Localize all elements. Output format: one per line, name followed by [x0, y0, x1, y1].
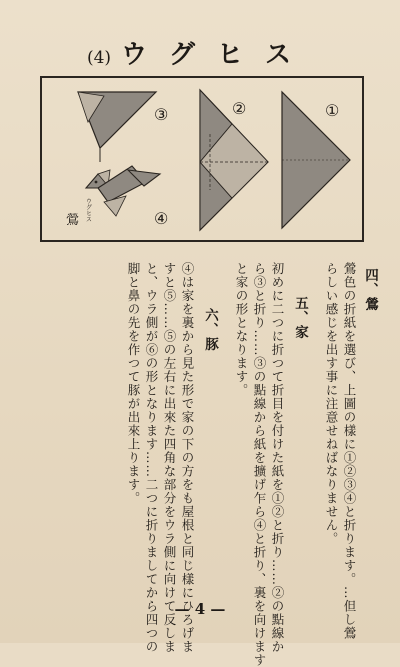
page-header: [0, 34, 400, 71]
section-heading-ie: 五、家: [292, 296, 308, 340]
page-title: ウグヒス: [121, 40, 314, 70]
section-buta-line-1: ④は家を裏から見た形で家の下の方をも屋根と同じ樣にひろげま: [180, 262, 195, 654]
section-ie-line-1: 初めに二つに折つて折目を付けた紙を①②と折り……②の點線か: [270, 262, 285, 654]
section-heading-uguisu: 四、鶯: [362, 268, 378, 312]
section-buta-line-4: 脚と鼻の先を作つて豚が出來上ります。: [126, 262, 141, 505]
folding-diagram-svg: [42, 78, 362, 240]
section-uguisu-line-2: らしい感じを出す事に注意せねばなりません。: [324, 262, 339, 546]
step-3-figure: [78, 92, 156, 162]
step-1-figure: [282, 92, 350, 228]
label-step-3: ③: [154, 105, 169, 124]
section-number: (4): [86, 48, 112, 68]
label-step-1: ①: [325, 101, 340, 120]
section-buta-line-2: すと⑤……⑤の左右に出來た四角な部分をウラ側に向けて反しま: [162, 262, 177, 654]
folding-diagram: [40, 76, 364, 242]
bird-caption: 鶯: [66, 213, 80, 228]
label-step-4: ④: [154, 209, 169, 228]
section-buta-line-3: と、ウラ側が⑥の形となります……二つに折りましてから四つの: [144, 262, 159, 654]
section-ie-line-2: ら③と折り……③の點線から紙を擴げ乍ら④と折り、裏を向けます: [252, 262, 267, 667]
section-ie-line-3: と家の形となります。: [234, 262, 249, 397]
step-4-figure: [86, 166, 160, 216]
bird-ruby: ウグヒス: [84, 198, 92, 222]
section-uguisu-line-1: 鶯色の折紙を選び、上圖の樣に①②③④と折ります。…但し鶯: [342, 262, 357, 640]
label-step-2: ②: [232, 99, 247, 118]
page-number: — 4 —: [174, 600, 226, 618]
section-heading-buta: 六、豚: [202, 308, 218, 352]
